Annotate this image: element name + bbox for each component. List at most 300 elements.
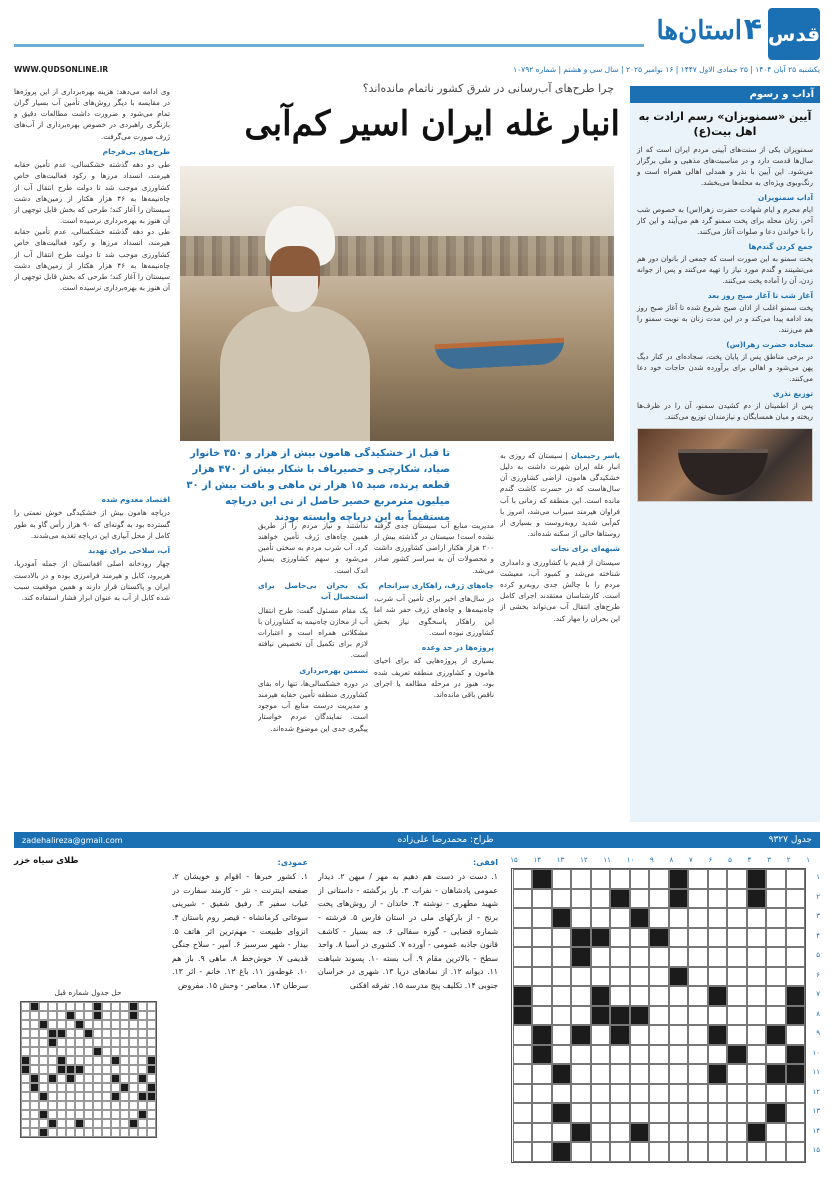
crossword-cell[interactable] [591,889,611,909]
crossword-cell[interactable] [786,947,806,967]
crossword-cell[interactable] [513,1123,533,1143]
crossword-cell[interactable] [669,869,689,889]
left-subhead: طرح‌های بی‌فرجام [102,146,170,156]
crossword-cell[interactable] [708,1045,728,1065]
crossword-cell[interactable] [591,1123,611,1143]
crossword-cell[interactable] [591,1084,611,1104]
crossword-cell[interactable] [649,889,669,909]
crossword-cell[interactable] [513,947,533,967]
crossword-cell[interactable] [688,889,708,909]
crossword-cell[interactable] [630,869,650,889]
crossword-cell[interactable] [747,947,767,967]
crossword-cell[interactable] [766,1103,786,1123]
crossword-cell[interactable] [649,967,669,987]
row-number: ۷ [816,990,820,998]
crossword-cell[interactable] [649,1006,669,1026]
solution-cell [120,1029,129,1038]
crossword-cell[interactable] [669,1103,689,1123]
crossword-cell[interactable] [630,1025,650,1045]
solution-cell [93,1101,102,1110]
crossword-cell[interactable] [708,1006,728,1026]
crossword-cell[interactable] [708,1142,728,1162]
crossword-cell[interactable] [513,889,533,909]
crossword-cell[interactable] [786,1103,806,1123]
solution-cell [30,1083,39,1092]
crossword-cell[interactable] [727,967,747,987]
crossword-cell[interactable] [552,1103,572,1123]
solution-cell [39,1011,48,1020]
crossword-cell[interactable] [552,1064,572,1084]
crossword-cell[interactable] [591,1006,611,1026]
sidebar-intro: سمنوپزان یکی از سنت‌های آیینی مردم ایران است که از سال‌ها قدمت دارد و در مناسبت‌های مذهبی و ملی برگزار می‌شود. این آیین با نذر و همدلی اهالی همراه است و رنگ‌وبوی ویژه‌ای به محله‌ها می‌بخشد. [637,144,813,188]
left-subhead: آب، سلاحی برای تهدید [88,545,170,555]
crossword-cell[interactable] [747,1142,767,1162]
crossword-cell[interactable] [786,889,806,909]
solution-cell [129,1101,138,1110]
crossword-cell[interactable] [571,1103,591,1123]
left-paragraph: دریاچه هامون بیش از خشکیدگی خوش نعمتی را گسترده بود به گونه‌ای که ۹۰ هزار رأس گاو به طور کامل از محل آبیاری این دریاچه تغذیه می‌شدند. [14,508,170,540]
newspaper-logo[interactable] [768,8,820,60]
crossword-cell[interactable] [786,967,806,987]
header-rule [14,44,644,47]
crossword-cell[interactable] [649,1103,669,1123]
crossword-cell[interactable] [532,1064,552,1084]
crossword-cell[interactable] [513,869,533,889]
samanu-pot-photo[interactable] [637,428,813,502]
crossword-cell[interactable] [786,1142,806,1162]
crossword-cell[interactable] [532,1025,552,1045]
solution-cell [129,1056,138,1065]
crossword-cell[interactable] [552,928,572,948]
crossword-cell[interactable] [591,1142,611,1162]
crossword-cell[interactable] [513,1142,533,1162]
crossword-cell[interactable] [630,928,650,948]
crossword-cell[interactable] [571,889,591,909]
crossword-cell[interactable] [669,1064,689,1084]
crossword-cell[interactable] [669,889,689,909]
crossword-cell[interactable] [591,1045,611,1065]
solution-cell [75,1128,84,1137]
crossword-cell[interactable] [571,986,591,1006]
crossword-cell[interactable] [708,1084,728,1104]
crossword-cell[interactable] [630,1006,650,1026]
solution-cell [111,1047,120,1056]
crossword-cell[interactable] [591,928,611,948]
solution-cell [111,1029,120,1038]
crossword-cell[interactable] [747,1123,767,1143]
solution-cell [30,1011,39,1020]
crossword-cell[interactable] [552,1006,572,1026]
crossword-cell[interactable] [532,1142,552,1162]
crossword-cell[interactable] [513,1025,533,1045]
solution-cell [84,1074,93,1083]
solution-cell [21,1038,30,1047]
crossword-cell[interactable] [669,1006,689,1026]
crossword-cell[interactable] [630,967,650,987]
crossword-cell[interactable] [532,967,552,987]
crossword-cell[interactable] [610,889,630,909]
crossword-cell[interactable] [630,1064,650,1084]
crossword-cell[interactable] [513,1064,533,1084]
crossword-cell[interactable] [786,986,806,1006]
cooking-pot-icon [678,449,768,495]
crossword-cell[interactable] [513,1084,533,1104]
crossword-cell[interactable] [669,1142,689,1162]
crossword-cell[interactable] [708,1103,728,1123]
crossword-cell[interactable] [610,967,630,987]
crossword-cell[interactable] [747,869,767,889]
crossword-cell[interactable] [571,1123,591,1143]
crossword-cell[interactable] [532,1084,552,1104]
crossword-cell[interactable] [688,1123,708,1143]
crossword-cell[interactable] [766,869,786,889]
crossword-cell[interactable] [630,1084,650,1104]
crossword-cell[interactable] [552,869,572,889]
crossword-cell[interactable] [591,1103,611,1123]
crossword-cell[interactable] [591,986,611,1006]
solution-cell [21,1101,30,1110]
crossword-cell[interactable] [552,1045,572,1065]
row-number: ۵ [816,951,820,959]
crossword-cell[interactable] [571,1064,591,1084]
crossword-cell[interactable] [688,986,708,1006]
crossword-cell[interactable] [669,928,689,948]
crossword-cell[interactable] [708,908,728,928]
crossword-cell[interactable] [610,1025,630,1045]
solution-cell [120,1074,129,1083]
crossword-cell[interactable] [649,1084,669,1104]
crossword-cell[interactable] [786,1006,806,1026]
crossword-cell[interactable] [747,889,767,909]
crossword-cell[interactable] [688,928,708,948]
crossword-cell[interactable] [688,1025,708,1045]
sidebar-subhead: آغاز شب تا آغاز صبح روز بعد [707,291,813,301]
solution-cell [66,1038,75,1047]
solution-cell [120,1002,129,1011]
crossword-cell[interactable] [630,1045,650,1065]
crossword-cell[interactable] [747,908,767,928]
column-number: ۲ [786,856,791,864]
crossword-cell[interactable] [513,928,533,948]
solution-cell [120,1065,129,1074]
crossword-cell[interactable] [649,1045,669,1065]
crossword-cell[interactable] [610,928,630,948]
crossword-cell[interactable] [766,1045,786,1065]
crossword-cell[interactable] [747,1064,767,1084]
crossword-cell[interactable] [727,1142,747,1162]
crossword-cell[interactable] [766,986,786,1006]
solution-cell [120,1056,129,1065]
solution-cell [30,1119,39,1128]
sidebar-body [630,144,820,422]
left-paragraph: طی دو دهه گذشته خشکسالی، عدم تأمین حقابه هیرمند، انسداد مرزها و رکود فعالیت‌های خاص کشاورزی موجب شد تا دولت طرح انتقال آب از چاه‌نیمه‌ها به ۴۶ هزار هکتار از زمین‌های دشت سیستان را آغاز کند؛ طرحی که بخش قابل توجهی از آن هنوز به بهره‌برداری نرسیده است. [14,227,170,292]
crossword-cell[interactable] [747,1103,767,1123]
crossword-cell[interactable] [571,1045,591,1065]
solution-cell [57,1002,66,1011]
crossword-grid[interactable] [511,868,806,1163]
crossword-cell[interactable] [688,1045,708,1065]
crossword-cell[interactable] [688,967,708,987]
hamoon-lake-photo[interactable] [180,166,614,441]
crossword-cell[interactable] [766,928,786,948]
left-paragraph: چهار رودخانه اصلی افغانستان از جمله آمودریا، هریرود، کابل و هیرمند فرامرزی بوده و در بالادست ایران و پاکستان قرار دارند و همین موقعیت سبب شده کابل از آب به عنوان ابزار فشار استفاده کند. [14,559,170,602]
crossword-cell[interactable] [552,967,572,987]
crossword-cell[interactable] [591,869,611,889]
crossword-cell[interactable] [571,869,591,889]
crossword-cell[interactable] [708,986,728,1006]
solution-cell [48,1128,57,1137]
crossword-cell[interactable] [708,1025,728,1045]
crossword-cell[interactable] [649,986,669,1006]
crossword-cell[interactable] [727,1084,747,1104]
crossword-cell[interactable] [532,1123,552,1143]
crossword-cell[interactable] [669,1025,689,1045]
crossword-cell[interactable] [649,1064,669,1084]
solution-cell [30,1074,39,1083]
crossword-cell[interactable] [747,1045,767,1065]
crossword-cell[interactable] [747,1084,767,1104]
left-intro: وی ادامه می‌دهد: هزینه بهره‌برداری از این پروژه‌ها در مقایسه با دیگر روش‌های تأمین آب بسیار گران تمام می‌شود و ضرورت داشت مطالعات دقیق و بازنگری راهبردی در خصوص بهره‌برداری از آب‌های ژرف صورت می‌گرفت. [14,87,170,141]
crossword-cell[interactable] [786,928,806,948]
website-link[interactable]: WWW.QUDSONLINE.IR [14,64,109,74]
crossword-cell[interactable] [766,947,786,967]
crossword-cell[interactable] [649,1142,669,1162]
crossword-cell[interactable] [571,967,591,987]
crossword-cell[interactable] [708,947,728,967]
crossword-cell[interactable] [532,947,552,967]
solution-cell [39,1083,48,1092]
crossword-cell[interactable] [669,908,689,928]
crossword-cell[interactable] [649,947,669,967]
crossword-cell[interactable] [610,986,630,1006]
crossword-cell[interactable] [688,947,708,967]
crossword-cell[interactable] [766,1064,786,1084]
solution-cell [93,1065,102,1074]
crossword-cell[interactable] [727,889,747,909]
column-number: ۱۳ [556,856,565,864]
crossword-cell[interactable] [571,1025,591,1045]
crossword-cell[interactable] [610,1123,630,1143]
crossword-cell[interactable] [747,928,767,948]
crossword-cell[interactable] [649,1025,669,1045]
crossword-cell[interactable] [552,986,572,1006]
crossword-cell[interactable] [610,1084,630,1104]
crossword-cell[interactable] [688,1064,708,1084]
crossword-cell[interactable] [708,1123,728,1143]
crossword-cell[interactable] [591,967,611,987]
crossword-cell[interactable] [630,986,650,1006]
crossword-cell[interactable] [630,889,650,909]
crossword-cell[interactable] [591,1025,611,1045]
crossword-cell[interactable] [571,1006,591,1026]
crossword-cell[interactable] [591,908,611,928]
solution-cell [138,1020,147,1029]
crossword-cell[interactable] [727,1064,747,1084]
solution-title: طلای سیاه خزر [14,856,79,866]
crossword-cell[interactable] [669,1123,689,1143]
crossword-cell[interactable] [571,908,591,928]
crossword-cell[interactable] [747,1025,767,1045]
crossword-cell[interactable] [786,1084,806,1104]
crossword-cell[interactable] [552,1123,572,1143]
crossword-cell[interactable] [513,967,533,987]
crossword-cell[interactable] [610,1045,630,1065]
crossword-cell[interactable] [669,967,689,987]
crossword-cell[interactable] [610,908,630,928]
solution-cell [147,1101,156,1110]
column-number: ۱۲ [580,856,588,864]
crossword-cell[interactable] [747,967,767,987]
crossword-cell[interactable] [727,908,747,928]
article-lead: یاسر رحیمیان | سیستان که روزی به انبار غله ایران شهرت داشت به دلیل خشکیدگی هامون، اراضی کشاورزی آن سال‌هاست که در حسرت کاشت گندم مانده است. این منطقه که زمانی با آب فراوان هیرمند سیراب می‌شد، امروز با کم‌آبی شدید روبه‌روست و بسیاری از روستاها خالی از سکنه شده‌اند. [500,451,620,539]
solution-cell [138,1038,147,1047]
solution-cell [75,1038,84,1047]
crossword-cell[interactable] [688,1084,708,1104]
crossword-cell[interactable] [513,1006,533,1026]
crossword-cell[interactable] [610,1064,630,1084]
solution-cell [84,1110,93,1119]
crossword-cell[interactable] [766,1142,786,1162]
crossword-cell[interactable] [688,869,708,889]
article-subhead: تضمین بهره‌برداری [299,665,368,675]
solution-cell [120,1110,129,1119]
crossword-cell[interactable] [786,908,806,928]
designer-email[interactable]: zadehalireza@gmail.com [22,835,123,845]
crossword-cell[interactable] [747,1006,767,1026]
crossword-cell[interactable] [688,1006,708,1026]
crossword-cell[interactable] [727,869,747,889]
solution-cell [48,1047,57,1056]
crossword-cell[interactable] [669,986,689,1006]
crossword-cell[interactable] [786,1045,806,1065]
crossword-cell[interactable] [688,908,708,928]
crossword-cell[interactable] [513,1045,533,1065]
crossword-cell[interactable] [708,889,728,909]
solution-cell [66,1029,75,1038]
crossword-cell[interactable] [786,1025,806,1045]
crossword-cell[interactable] [708,1064,728,1084]
crossword-cell[interactable] [552,889,572,909]
crossword-cell[interactable] [513,986,533,1006]
crossword-cell[interactable] [727,928,747,948]
crossword-cell[interactable] [532,928,552,948]
crossword-cell[interactable] [630,1142,650,1162]
solution-cell [75,1011,84,1020]
crossword-cell[interactable] [727,1025,747,1045]
crossword-cell[interactable] [766,1084,786,1104]
crossword-cell[interactable] [532,908,552,928]
crossword-cell[interactable] [630,1103,650,1123]
solution-cell [93,1092,102,1101]
across-clues [318,856,498,1186]
crossword-cell[interactable] [591,1064,611,1084]
crossword-cell[interactable] [513,908,533,928]
row-number: ۱۵ [812,1146,820,1154]
crossword-cell[interactable] [766,967,786,987]
crossword-cell[interactable] [610,1103,630,1123]
crossword-cell[interactable] [727,1045,747,1065]
crossword-cell[interactable] [669,1045,689,1065]
crossword-cell[interactable] [649,928,669,948]
crossword-cell[interactable] [649,869,669,889]
crossword-cell[interactable] [766,1006,786,1026]
crossword-cell[interactable] [610,869,630,889]
crossword-cell[interactable] [532,1103,552,1123]
crossword-cell[interactable] [552,947,572,967]
crossword-cell[interactable] [532,1006,552,1026]
crossword-cell[interactable] [727,986,747,1006]
column-number: ۴ [747,856,752,864]
crossword-cell[interactable] [630,908,650,928]
crossword-cell[interactable] [552,1084,572,1104]
solution-cell [129,1092,138,1101]
crossword-cell[interactable] [747,986,767,1006]
crossword-cell[interactable] [766,889,786,909]
solution-cell [147,1128,156,1137]
crossword-cell[interactable] [552,1025,572,1045]
crossword-cell[interactable] [513,1103,533,1123]
crossword-cell[interactable] [571,1142,591,1162]
solution-cell [129,1119,138,1128]
crossword-cell[interactable] [766,908,786,928]
crossword-cell[interactable] [669,1084,689,1104]
crossword-cell[interactable] [532,869,552,889]
crossword-cell[interactable] [766,1123,786,1143]
crossword-cell[interactable] [688,1103,708,1123]
crossword-cell[interactable] [786,1123,806,1143]
solution-cell [21,1074,30,1083]
crossword-cell[interactable] [532,1045,552,1065]
crossword-cell[interactable] [727,1123,747,1143]
crossword-cell[interactable] [571,947,591,967]
crossword-cell[interactable] [532,889,552,909]
crossword-cell[interactable] [552,1142,572,1162]
solution-cell [30,1038,39,1047]
crossword-cell[interactable] [727,1103,747,1123]
crossword-cell[interactable] [786,869,806,889]
crossword-cell[interactable] [571,928,591,948]
crossword-cell[interactable] [786,1064,806,1084]
crossword-cell[interactable] [571,1084,591,1104]
crossword-cell[interactable] [591,947,611,967]
crossword-cell[interactable] [610,1006,630,1026]
crossword-cell[interactable] [649,1123,669,1143]
crossword-cell[interactable] [610,1142,630,1162]
crossword-cell[interactable] [688,1142,708,1162]
row-number: ۳ [816,912,820,920]
article-headline[interactable]: انبار غله ایران اسیر کم‌آبی [244,104,620,144]
crossword-cell[interactable] [766,1025,786,1045]
solution-label: حل جدول شماره قبل [54,988,122,997]
crossword-cell[interactable] [669,947,689,967]
crossword-cell[interactable] [532,986,552,1006]
solution-cell [111,1083,120,1092]
crossword-cell[interactable] [727,947,747,967]
solution-cell [147,1083,156,1092]
crossword-cell[interactable] [630,947,650,967]
solution-cell [30,1056,39,1065]
crossword-cell[interactable] [630,1123,650,1143]
crossword-cell[interactable] [708,967,728,987]
crossword-cell[interactable] [649,908,669,928]
crossword-cell[interactable] [552,908,572,928]
crossword-cell[interactable] [610,947,630,967]
solution-cell [75,1092,84,1101]
crossword-cell[interactable] [708,928,728,948]
crossword-cell[interactable] [727,1006,747,1026]
left-column [14,86,170,486]
crossword-cell[interactable] [708,869,728,889]
